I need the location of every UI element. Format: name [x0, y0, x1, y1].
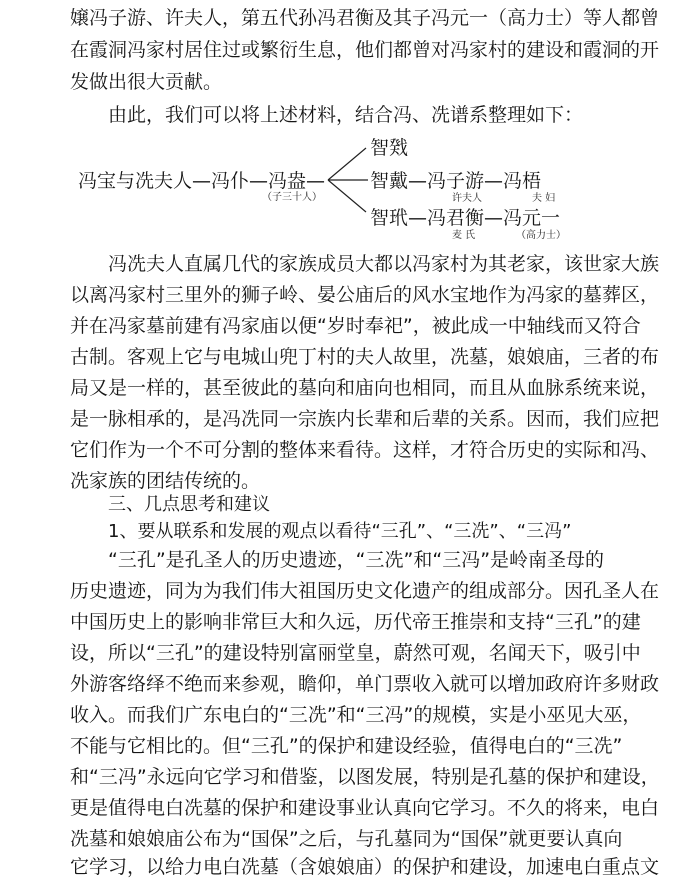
intro-line-1: 嬢冯子游、许夫人，第五代孙冯君衡及其子冯元一（高力士）等人都曾 [70, 7, 660, 29]
genealogy-branch-3: 智玳—冯君衡—冯元一 [370, 207, 561, 229]
subsection-heading: 1、要从联系和发展的观点以看待“三孔”、“三冼”、“三冯” [108, 521, 572, 542]
family-line-6: 是一脉相承的，是冯冼同一宗族内长辈和后辈的关系。因而，我们应把 [70, 408, 660, 430]
genealogy-branch-3-note-a: 麦 氏 [452, 230, 476, 241]
intro-line-3: 发做出很大贡献。 [70, 71, 223, 93]
family-line-3: 并在冯家墓前建有冯家庙以便“岁时奉祀”，被此成一中轴线而又符合 [70, 315, 641, 337]
genealogy-branch-2-note-b: 夫 妇 [532, 193, 556, 204]
family-line-7: 它们作为一个不可分割的整体来看待。这样，才符合历史的实际和冯、 [70, 439, 660, 461]
family-line-5: 局又是一样的，甚至彼此的墓向和庙向也相同，而且从血脉系统来说， [70, 377, 660, 399]
body-line-5: 外游客络绎不绝而来参观，瞻仰，单门票收入就可以增加政府许多财政 [70, 673, 660, 695]
body-line-7: 不能与它相比的。但“三孔”的保护和建设经验，值得电白的“三冼” [70, 735, 623, 757]
body-line-10: 冼墓和娘娘庙公布为“国保”之后，与孔墓同为“国保”就更要认真向 [70, 828, 623, 850]
genealogy-branch-2-note-a: 许夫人 [452, 193, 482, 204]
summary-line: 由此，我们可以将上述材料，结合冯、冼谱系整理如下： [108, 104, 584, 126]
body-line-2: 历史遗迹，同为为我们伟大祖国历史文化遗产的组成部分。因孔圣人在 [70, 580, 660, 602]
body-line-9: 更是值得电白冼墓的保护和建设事业认真向它学习。不久的将来，电白 [70, 797, 660, 819]
genealogy-branch-2: 智戴—冯子游—冯梧 [370, 170, 542, 192]
body-line-11: 它学习，以给力电白冼墓（含娘娘庙）的保护和建设，加速电白重点文 [70, 856, 660, 878]
family-line-2: 以离冯家村三里外的狮子岭、晏公庙后的风水宝地作为冯家的墓葬区， [70, 284, 660, 306]
branch-bracket [326, 140, 376, 220]
family-line-1: 冯冼夫人直属几代的家族成员大都以冯家村为其老家，该世家大族 [108, 253, 660, 275]
body-line-4: 设，所以“三孔”的建设特别富丽堂皇，蔚然可观，名闻天下，吸引中 [70, 642, 641, 664]
genealogy-root: 冯宝与冼夫人—冯仆—冯盎— [78, 170, 326, 192]
family-line-4: 古制。客观上它与电城山兜丁村的夫人故里，冼墓，娘娘庙，三者的布 [70, 346, 660, 368]
body-line-6: 收入。而我们广东电白的“三冼”和“三冯”的规模，实是小巫见大巫， [70, 704, 642, 726]
family-line-8: 冼家族的团结传统的。 [70, 470, 261, 492]
intro-line-2: 在霞洞冯家村居住过或繁衍生息，他们都曾对冯家村的建设和霞洞的开 [70, 39, 660, 61]
genealogy-branch-1: 智戣 [370, 137, 409, 159]
body-line-1: “三孔”是孔圣人的历史遗迹，“三冼”和“三冯”是岭南圣母的 [108, 549, 605, 571]
genealogy-root-note: （子三十人） [262, 192, 322, 203]
section-heading: 三、几点思考和建议 [108, 494, 270, 515]
body-line-8: 和“三冯”永远向它学习和借鉴，以图发展，特别是孔墓的保护和建设， [70, 766, 660, 788]
genealogy-branch-3-note-b: （高力士） [516, 230, 566, 241]
body-line-3: 中国历史上的影响非常巨大和久远，历代帝王推崇和支持“三孔”的建 [70, 611, 641, 633]
